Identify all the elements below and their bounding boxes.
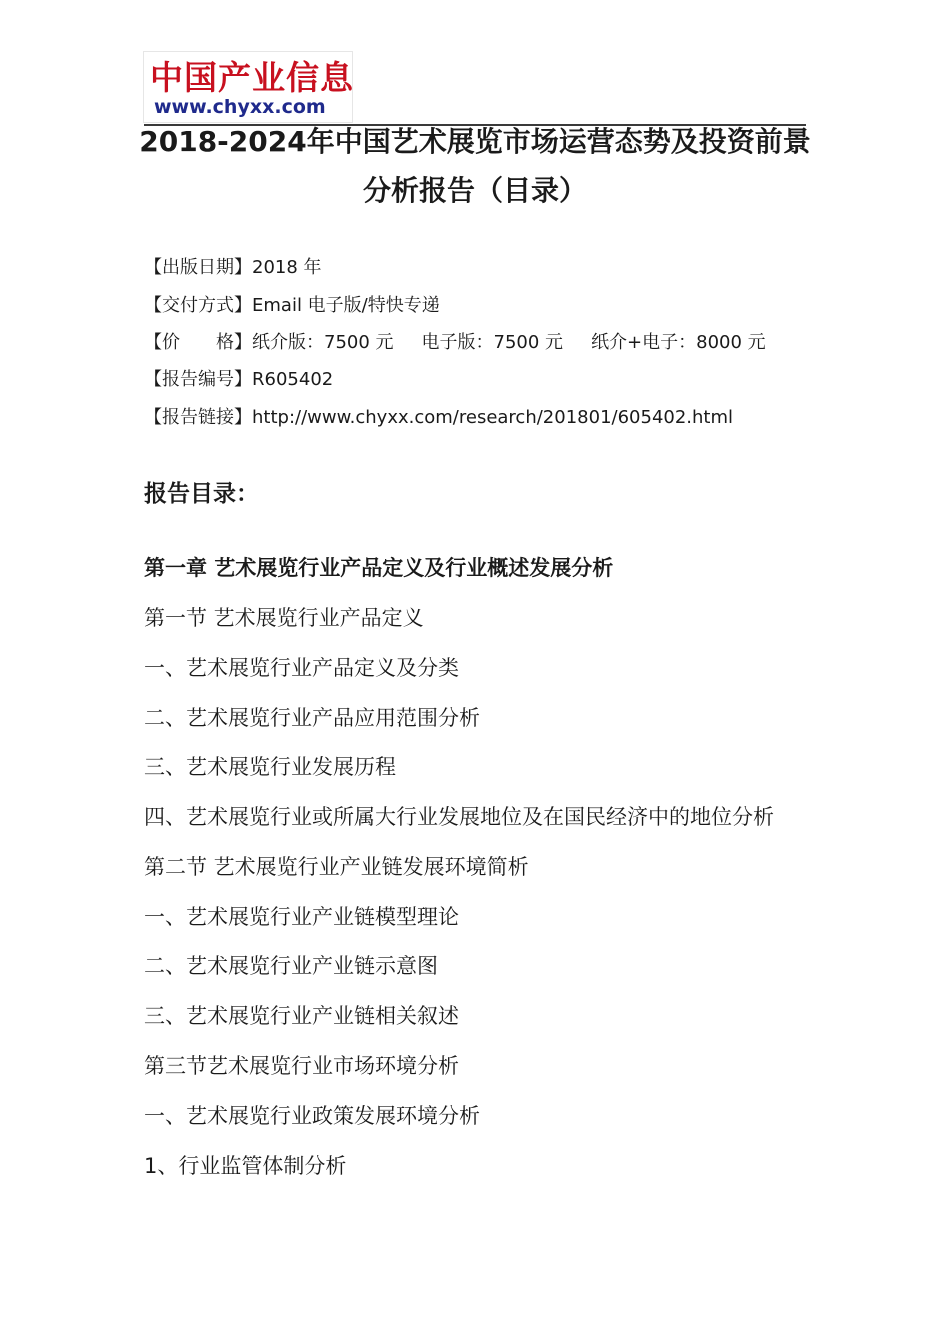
meta-publish-date: [144, 256, 322, 280]
toc-item: 二、艺术展览行业产品应用范围分析: [144, 706, 480, 730]
meta-key: 【报告编号】: [144, 369, 252, 390]
meta-delivery: [144, 294, 440, 318]
report-title-line-1: 2018-2024年中国艺术展览市场运营态势及投资前景: [139, 125, 811, 158]
price-combo: 纸介+电子：8000 元: [591, 332, 766, 353]
toc-item: 一、艺术展览行业政策发展环境分析: [144, 1104, 480, 1128]
meta-report-number: [144, 368, 333, 392]
meta-value: 2018 年: [252, 257, 322, 278]
toc-item: 一、艺术展览行业产品定义及分类: [144, 656, 459, 680]
toc-item: 四、艺术展览行业或所属大行业发展地位及在国民经济中的地位分析: [144, 805, 774, 829]
toc-item: 一、艺术展览行业产业链模型理论: [144, 905, 459, 929]
meta-value: Email 电子版/特快专递: [252, 295, 440, 316]
toc-chapter: 第一章 艺术展览行业产品定义及行业概述发展分析: [144, 556, 614, 580]
toc-item: 三、艺术展览行业产业链相关叙述: [144, 1004, 459, 1028]
toc-item: 二、艺术展览行业产业链示意图: [144, 954, 438, 978]
meta-key: 【价 格】: [144, 332, 252, 353]
toc-item: 三、艺术展览行业发展历程: [144, 755, 396, 779]
toc-subitem: 1、行业监管体制分析: [144, 1154, 347, 1178]
meta-value: R605402: [252, 369, 334, 390]
price-paper: 纸介版：7500 元: [252, 332, 394, 353]
report-title-line-2: 分析报告（目录）: [362, 174, 587, 207]
toc-section: 第三节艺术展览行业市场环境分析: [144, 1054, 459, 1078]
report-link[interactable]: http://www.chyxx.com/research/201801/605402.html: [252, 407, 734, 428]
toc-section: 第二节 艺术展览行业产业链发展环境简析: [144, 855, 529, 879]
toc-heading: 报告目录：: [144, 481, 259, 507]
site-logo: [144, 52, 352, 122]
meta-key: 【出版日期】: [144, 257, 252, 278]
meta-report-link: [144, 406, 733, 430]
meta-key: 【报告链接】: [144, 407, 252, 428]
meta-key: 【交付方式】: [144, 295, 252, 316]
logo-chinese-text: 中国产业信息: [150, 58, 354, 97]
toc-section: 第一节 艺术展览行业产品定义: [144, 606, 424, 630]
price-electronic: 电子版：7500 元: [421, 332, 564, 353]
logo-url-text: www.chyxx.com: [154, 96, 326, 118]
meta-price: [144, 331, 766, 355]
